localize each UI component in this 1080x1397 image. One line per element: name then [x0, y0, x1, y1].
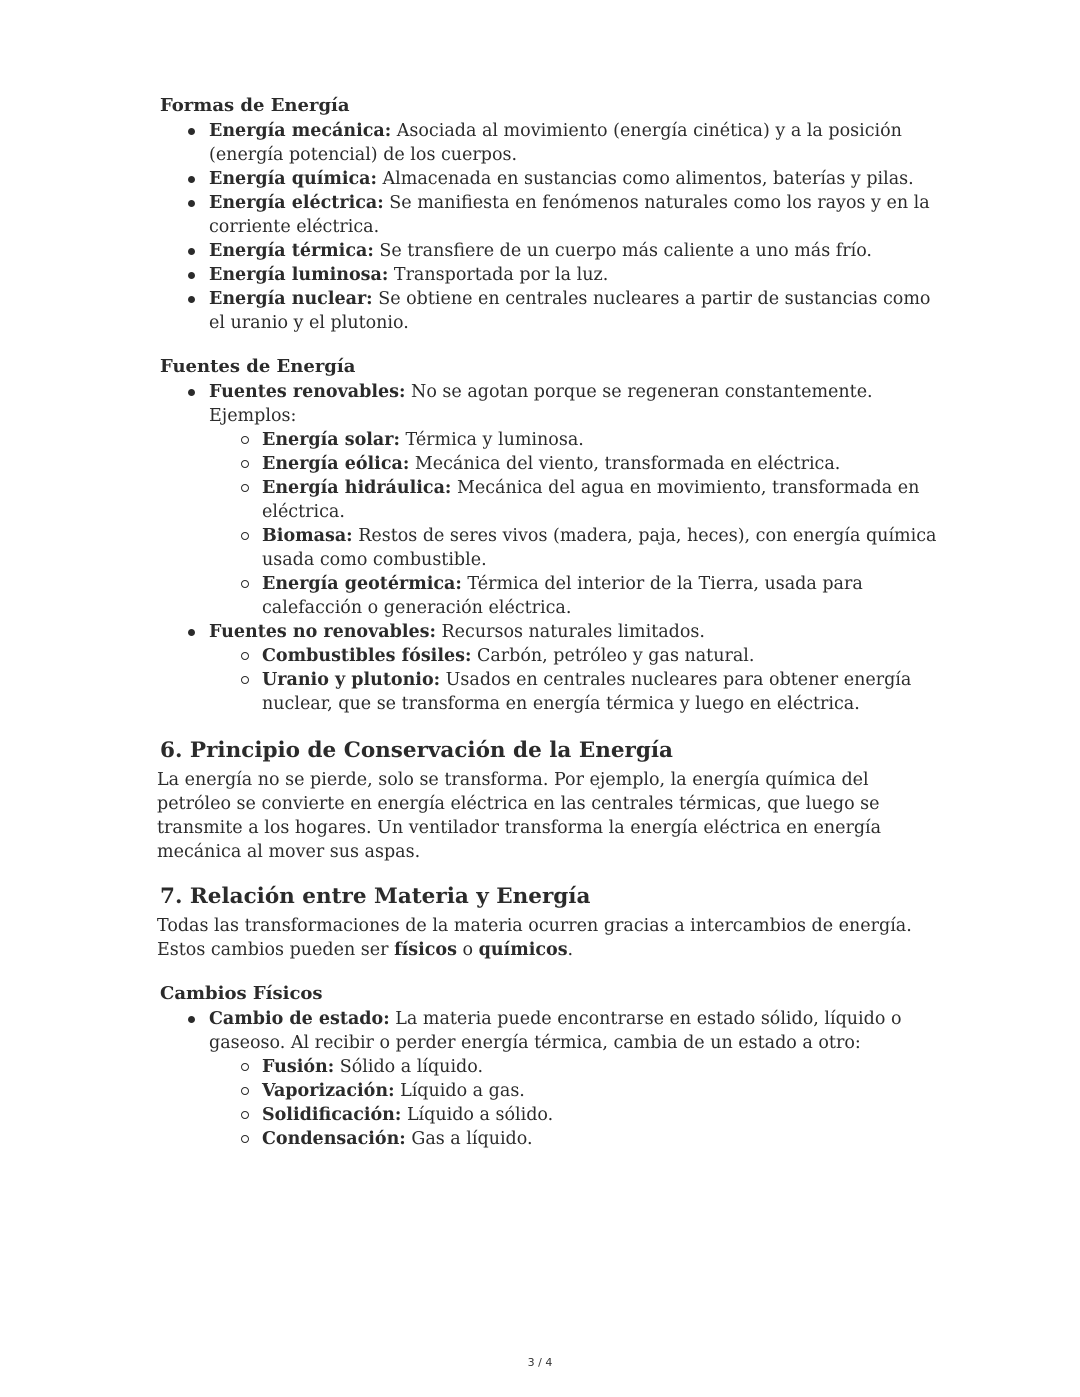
sublist-item: Energía hidráulica: Mecánica del agua en movimiento, transformada en eléctrica.: [209, 476, 937, 524]
sublist-item: Uranio y plutonio: Usados en centrales nucleares para obtener energía nuclear, que se transforma en energía térmica y luego en eléctrica.: [209, 668, 937, 716]
sublist-item: Energía solar: Térmica y luminosa.: [209, 428, 937, 452]
sublist-item: Energía eólica: Mecánica del viento, transformada en eléctrica.: [209, 452, 937, 476]
list-item-renovables: Fuentes renovables: No se agotan porque se regeneran constantemente. Ejemplos: Energía solar: Térmica y luminosa. Energía eólica: Mecánica del viento, transformada en eléctrica. Energía hidráulica: Mecánica del agua en movimiento, transformada en eléctrica. Biomasa: Restos de seres vivos (madera, paja, heces), con energía química usada como combustible. Energía geotérmica: Térmica del interior de la Tierra, usada para calefacción o generación eléctrica.: [157, 380, 937, 620]
cambios-list: [157, 1007, 937, 1151]
list-item-cambio-estado: Cambio de estado: La materia puede encontrarse en estado sólido, líquido o gaseoso. Al recibir o perder energía térmica, cambia de un estado a otro: Fusión: Sólido a líquido. Vaporización: Líquido a gas. Solidificación: Líquido a sólido. Condensación: Gas a líquido.: [157, 1007, 937, 1151]
sublist-item: Biomasa: Restos de seres vivos (madera, paja, heces), con energía química usada como combustible.: [209, 524, 937, 572]
no-renovables-sublist: [209, 644, 937, 716]
sublist-item: Energía geotérmica: Térmica del interior de la Tierra, usada para calefacción o generación eléctrica.: [209, 572, 937, 620]
list-item: Energía mecánica: Asociada al movimiento (energía cinética) y a la posición (energía potencial) de los cuerpos.: [157, 119, 937, 167]
list-item: Energía química: Almacenada en sustancias como alimentos, baterías y pilas.: [157, 167, 937, 191]
formas-list: [157, 119, 937, 335]
sublist-item: Combustibles fósiles: Carbón, petróleo y gas natural.: [209, 644, 937, 668]
sublist-item: Fusión: Sólido a líquido.: [209, 1055, 937, 1079]
section-6-heading: 6. Principio de Conservación de la Energía: [160, 738, 673, 763]
section-7-heading: 7. Relación entre Materia y Energía: [160, 884, 591, 909]
page-content: [157, 93, 937, 1151]
fuentes-list: [157, 380, 937, 716]
list-item: Energía luminosa: Transportada por la luz.: [157, 263, 937, 287]
estado-sublist: [209, 1055, 937, 1151]
sublist-item: Solidificación: Líquido a sólido.: [209, 1103, 937, 1127]
sublist-item: Vaporización: Líquido a gas.: [209, 1079, 937, 1103]
section-6-body: La energía no se pierde, solo se transforma. Por ejemplo, la energía química del petróleo se convierte en energía eléctrica en las centrales térmicas, que luego se transmite a los hogares. Un ventilador transforma la energía eléctrica en energía mecánica al mover sus aspas.: [157, 770, 882, 862]
cambios-heading: Cambios Físicos: [160, 983, 323, 1004]
formas-heading: Formas de Energía: [160, 95, 350, 116]
sublist-item: Condensación: Gas a líquido.: [209, 1127, 937, 1151]
list-item: Energía eléctrica: Se manifiesta en fenómenos naturales como los rayos y en la corriente eléctrica.: [157, 191, 937, 239]
list-item-no-renovables: Fuentes no renovables: Recursos naturales limitados. Combustibles fósiles: Carbón, petróleo y gas natural. Uranio y plutonio: Usados en centrales nucleares para obtener energía nuclear, que se transforma en energía térmica y luego en eléctrica.: [157, 620, 937, 716]
page-number: 3 / 4: [527, 1356, 553, 1369]
list-item: Energía nuclear: Se obtiene en centrales nucleares a partir de sustancias como el uranio y el plutonio.: [157, 287, 937, 335]
section-7-body: Todas las transformaciones de la materia ocurren gracias a intercambios de energía. Estos cambios pueden ser físicos o químicos.: [157, 916, 912, 960]
renovables-sublist: [209, 428, 937, 620]
fuentes-heading: Fuentes de Energía: [160, 356, 356, 377]
list-item: Energía térmica: Se transfiere de un cuerpo más caliente a uno más frío.: [157, 239, 937, 263]
